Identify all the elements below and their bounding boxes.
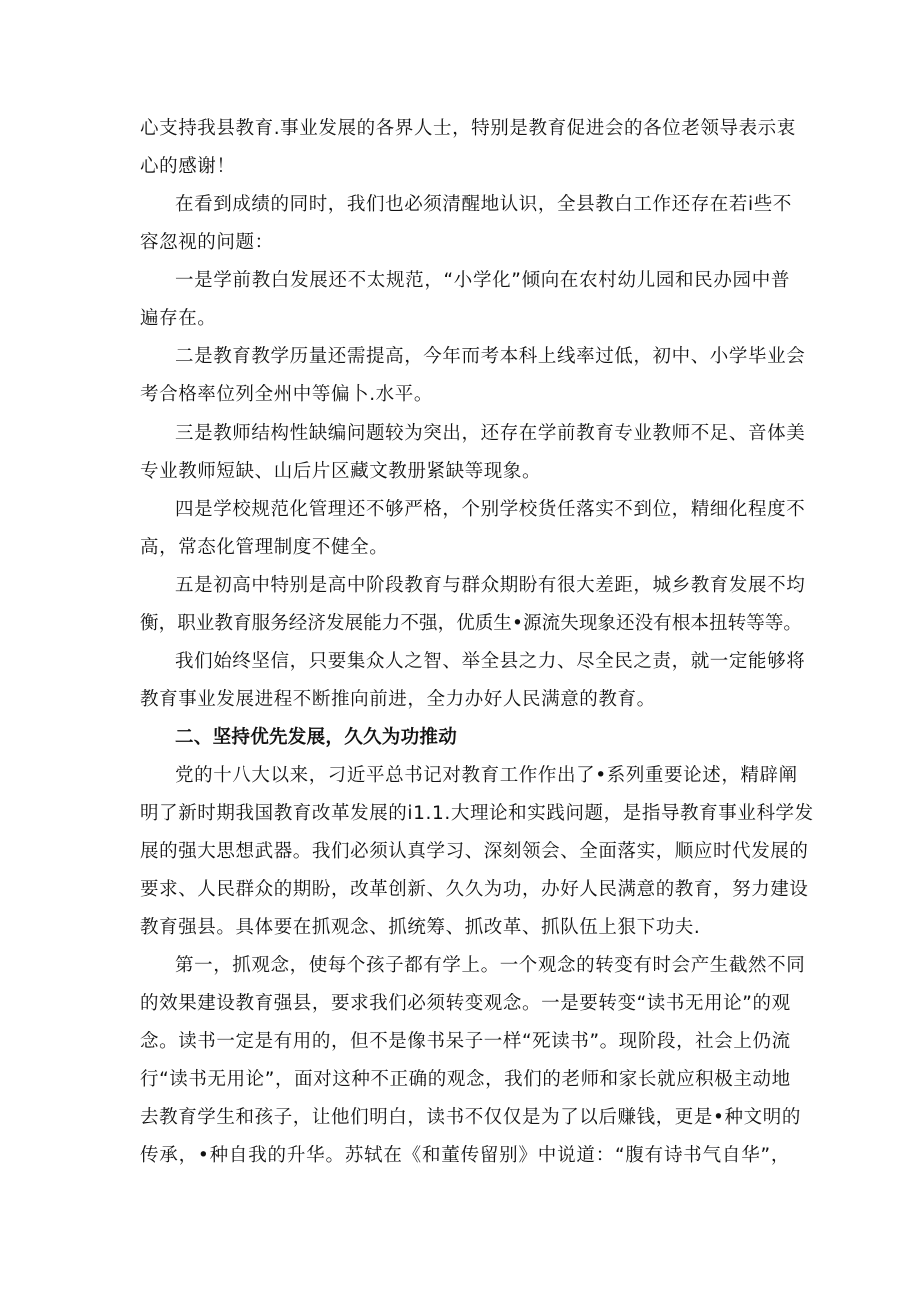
text-line: 展的强大思想武器。我们必须认真学习、深刻领会、全面落实，顺应时代发展的 bbox=[140, 841, 809, 862]
text-line: 党的十八大以来，刁近平总书记对教育工作作出了•系列重要论述，精辟阐 bbox=[175, 765, 798, 786]
text-line: 三是教师结构性缺编问题较为突出，还存在学前教育专业教师不足、音体美 bbox=[175, 423, 806, 444]
text-line: 教育事业发展进程不断推向前进，全力办好人民满意的教育。 bbox=[140, 689, 656, 710]
section-heading: 二、坚持优先发展，久久为功推动 bbox=[175, 727, 458, 748]
text-line: 在看到成绩的同时，我们也必须清醒地认识，全县教白工作还存在若i些不 bbox=[175, 194, 792, 215]
text-line: 四是学校规范化管理还不够严格，个别学校货任落实不到位，精细化程度不 bbox=[175, 499, 806, 520]
text-line: 要求、人民群众的期盼，改革创新、久久为功，办好人民满意的教育，努力建设 bbox=[140, 879, 809, 900]
text-line: 明了新时期我国教育改革发展的i1.1.大理论和实践问题，是指导教育事业科学发 bbox=[140, 803, 814, 824]
text-line: 的效果建设教育强县，要求我们必须转变观念。一是要转变“读书无用论”的观 bbox=[140, 993, 791, 1014]
text-line: 衡，职业教育服务经济发展能力不强，优质生•源流失现象还没有根本扭转等等。 bbox=[140, 613, 803, 634]
text-line: 念。读书一定是有用的，但不是像书呆子一样“死读书”。现阶段，社会上仍流 bbox=[140, 1031, 791, 1052]
text-line: 教育强县。具体要在抓观念、抓统筹、抓改革、抓队伍上狠下功夫. bbox=[140, 917, 701, 938]
text-line: 心支持我县教育.事业发展的各界人士，特别是教育促进会的各位老领导表示衷 bbox=[140, 118, 796, 139]
text-line: 二是教育教学历量还需提高，今年而考本科上线率过低，初中、小学毕业会 bbox=[175, 346, 806, 367]
text-line: 专业教师短缺、山后片区藏文教册紧缺等现象。 bbox=[140, 461, 542, 482]
text-line: 一是学前教白发展还不太规范，“小学化”倾向在农村幼儿园和民办园中普 bbox=[175, 270, 790, 291]
text-line: 行“读书无用论”，面对这种不正确的观念，我们的老师和家长就应积极主动地 bbox=[140, 1069, 791, 1090]
text-line: 心的感谢！ bbox=[140, 156, 236, 177]
text-line: 高，常态化管理制度不健全。 bbox=[140, 537, 389, 558]
text-line: 容忽视的问题： bbox=[140, 232, 274, 253]
text-line: 去教育学生和孩子，让他们明白，读书不仅仅是为了以后赚钱，更是•种文明的 bbox=[140, 1107, 801, 1128]
text-line: 我们始终坚信，只要集众人之智、举全县之力、尽全民之责，就一定能够将 bbox=[175, 651, 806, 672]
text-line: 五是初高中特别是高中阶段教育与群众期盼有很大差距，城乡教育发展不均 bbox=[175, 575, 806, 596]
text-line: 传承，•种自我的升华。苏轼在《和董传留别》中说道：“腹有诗书气自华”， bbox=[140, 1145, 790, 1166]
text-line: 遍存在。 bbox=[140, 308, 217, 329]
text-line: 考合格率位列全州中等偏卜.水平。 bbox=[140, 384, 433, 405]
text-line: 第一，抓观念，使每个孩子都有学上。一个观念的转变有时会产生截然不同 bbox=[175, 955, 806, 976]
